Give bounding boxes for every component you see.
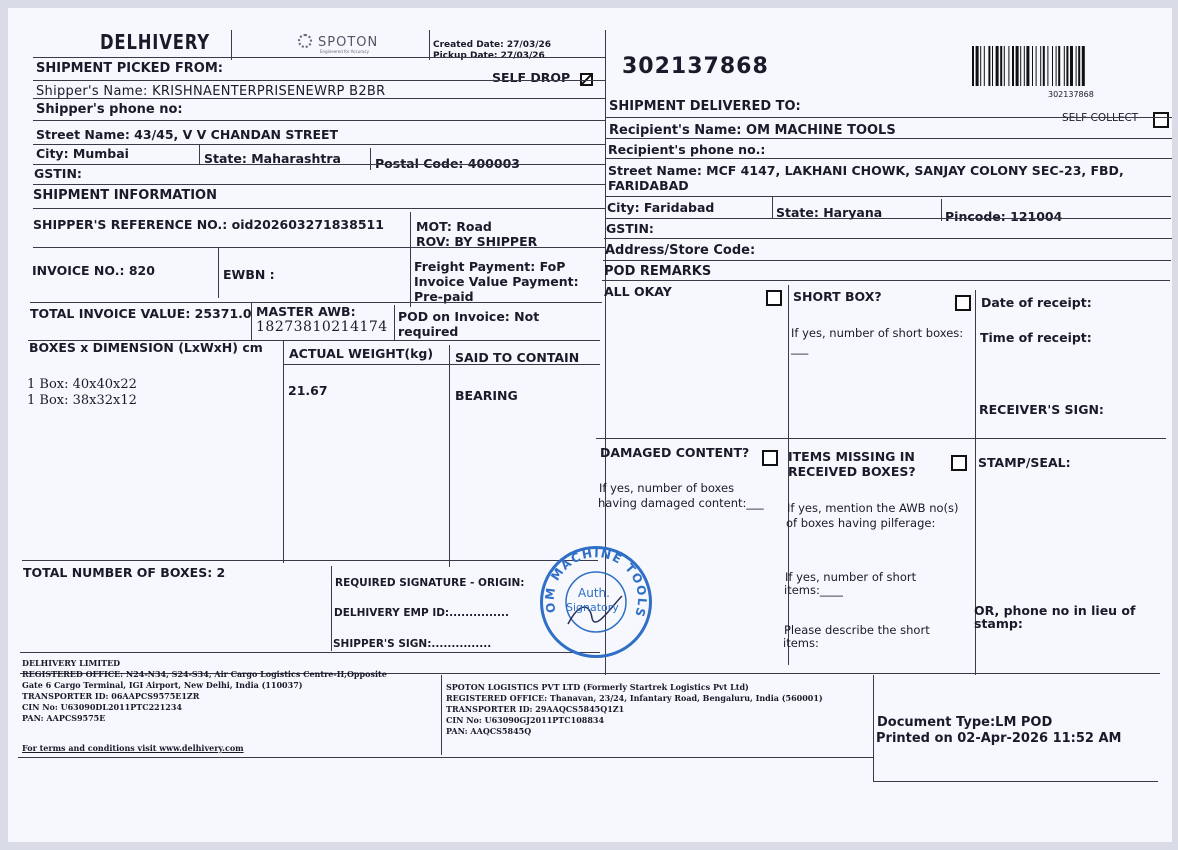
pickup-postal: Postal Code: 400003	[375, 156, 520, 171]
footer-line: PAN: AAPCS9575E	[22, 713, 106, 723]
footer-line: SPOTON LOGISTICS PVT LTD (Formerly Startrek Logistics Pvt Ltd)	[446, 682, 749, 692]
short-box-checkbox[interactable]	[955, 295, 971, 311]
describe-short-1: Please describe the short	[784, 623, 930, 637]
shipper-name: Shipper's Name: KRISHNAENTERPRISENEWRP B2BR	[36, 84, 386, 99]
missing-hint-2: of boxes having pilferage:	[786, 516, 936, 530]
self-drop-label: SELF DROP	[492, 70, 571, 85]
pickup-section-title: SHIPMENT PICKED FROM:	[36, 61, 223, 76]
total-boxes: TOTAL NUMBER OF BOXES: 2	[23, 565, 226, 580]
stamp-inner-1: Auth.	[578, 586, 610, 600]
total-invoice-value: TOTAL INVOICE VALUE: 25371.0	[30, 306, 252, 321]
document-type: Document Type:LM POD	[877, 715, 1053, 730]
recipient-phone: Recipient's phone no.:	[608, 142, 766, 157]
short-box-label: SHORT BOX?	[793, 289, 882, 304]
footer-line: TRANSPORTER ID: 29AAQCS5845Q1Z1	[446, 704, 625, 714]
pickup-gstin: GSTIN:	[34, 166, 82, 181]
spoton-logo-icon	[298, 34, 312, 48]
said-to-contain: BEARING	[455, 388, 518, 403]
delivery-state: State: Haryana	[776, 205, 883, 220]
delivery-gstin: GSTIN:	[606, 221, 654, 236]
ewbn: EWBN :	[223, 267, 275, 282]
damaged-content-checkbox[interactable]	[762, 450, 778, 466]
invoice-number: INVOICE NO.: 820	[32, 263, 155, 278]
time-of-receipt: Time of receipt:	[980, 330, 1092, 345]
stamp-seal-label: STAMP/SEAL:	[978, 455, 1071, 470]
emp-id: DELHIVERY EMP ID:...............	[334, 607, 509, 619]
address-store-code: Address/Store Code:	[605, 243, 756, 258]
short-box-hint: If yes, number of short boxes:	[791, 326, 964, 340]
stamp-inner-2: Signatory	[566, 601, 619, 614]
self-collect-label: SELF COLLECT	[1062, 112, 1139, 124]
damaged-hint-2: having damaged content:___	[598, 496, 764, 510]
footer-line: CIN No: U63090DL2011PTC221234	[22, 702, 182, 712]
contain-header: SAID TO CONTAIN	[455, 350, 580, 365]
short-box-blank: ___	[791, 341, 809, 355]
spoton-tagline: Engineered for Accuracy	[320, 49, 370, 54]
printed-on: Printed on 02-Apr-2026 11:52 AM	[876, 731, 1122, 746]
freight-payment: Freight Payment: FoP	[414, 259, 566, 274]
footer-line: DELHIVERY LIMITED	[22, 658, 121, 668]
delivery-street: Street Name: MCF 4147, LAKHANI CHOWK, SANJAY COLONY SEC-23, FBD,	[608, 163, 1124, 178]
footer-line: REGISTERED OFFICE: N24-N34, S24-S34, Air Cargo Logistics Centre-II,Opposite	[22, 669, 387, 679]
prepaid: Pre-paid	[414, 289, 474, 304]
delivery-pincode: Pincode: 121004	[945, 209, 1063, 224]
master-awb-label: MASTER AWB:	[256, 304, 356, 319]
rov: ROV: BY SHIPPER	[416, 234, 538, 249]
or-phone-1: OR, phone no in lieu of	[974, 603, 1136, 618]
spoton-footer	[446, 682, 823, 737]
invoice-value-payment: Invoice Value Payment:	[414, 274, 579, 289]
pickup-state: State: Maharashtra	[204, 151, 341, 166]
receivers-sign: RECEIVER'S SIGN:	[979, 402, 1104, 417]
short-items-2: items:____	[784, 583, 843, 597]
created-date: Created Date: 27/03/26	[433, 40, 552, 50]
short-items-1: If yes, number of short	[785, 570, 917, 584]
self-collect-checkbox[interactable]	[1153, 112, 1169, 128]
pod-on-invoice: POD on Invoice: Not	[398, 309, 540, 324]
terms-link[interactable]: For terms and conditions visit www.delhivery.com	[22, 743, 244, 753]
damaged-hint-1: If yes, number of boxes	[599, 481, 735, 495]
boxes-header: BOXES x DIMENSION (LxWxH) cm	[29, 340, 263, 355]
all-okay-label: ALL OKAY	[604, 284, 672, 299]
items-missing-label: ITEMS MISSING IN	[788, 449, 915, 464]
delhivery-logo: DELHIVERY	[100, 30, 210, 54]
stamp-text: OM MACHINE TOOLS	[542, 546, 650, 620]
shipper-reference: SHIPPER'S REFERENCE NO.: oid202603271838511	[33, 217, 384, 232]
spoton-logo: SPOTON	[318, 35, 379, 50]
weight-header: ACTUAL WEIGHT(kg)	[289, 346, 434, 361]
footer-line: PAN: AAQCS5845Q	[446, 726, 532, 736]
describe-short-2: items:	[783, 636, 819, 650]
date-of-receipt: Date of receipt:	[981, 295, 1092, 310]
box-dimension-2: 1 Box: 38x32x12	[27, 393, 137, 408]
shipper-sign: SHIPPER'S SIGN:...............	[333, 638, 492, 650]
box-dimension-1: 1 Box: 40x40x22	[27, 377, 137, 392]
footer-line: REGISTERED OFFICE: Thanavan, 23/24, Infantary Road, Bengaluru, India (560001)	[446, 693, 823, 703]
actual-weight: 21.67	[288, 383, 328, 398]
shipment-info-title: SHIPMENT INFORMATION	[33, 188, 217, 203]
items-missing-checkbox[interactable]	[951, 455, 967, 471]
items-missing-label-2: RECEIVED BOXES?	[788, 464, 916, 479]
damaged-content-label: DAMAGED CONTENT?	[600, 445, 750, 460]
recipient-name: Recipient's Name: OM MACHINE TOOLS	[609, 123, 896, 138]
barcode-icon	[972, 46, 1172, 88]
delivery-section-title: SHIPMENT DELIVERED TO:	[609, 99, 801, 114]
pickup-city: City: Mumbai	[36, 146, 129, 161]
shipper-phone: Shipper's phone no:	[36, 102, 183, 117]
or-phone-2: stamp:	[974, 616, 1023, 631]
awb-number: 302137868	[622, 54, 769, 79]
missing-hint-1: If yes, mention the AWB no(s)	[787, 501, 959, 515]
pickup-date: Pickup Date: 27/03/26	[433, 51, 545, 61]
required-signature: REQUIRED SIGNATURE - ORIGIN:	[335, 577, 525, 589]
pod-remarks-title: POD REMARKS	[604, 264, 712, 279]
footer-line: Gate 6 Cargo Terminal, IGI Airport, New Delhi, India (110037)	[22, 680, 303, 690]
pod-on-invoice-2: required	[398, 324, 459, 339]
footer-line: CIN No: U63090GJ2011PTC108834	[446, 715, 605, 725]
delivery-city: City: Faridabad	[607, 200, 715, 215]
master-awb: 18273810214174	[256, 319, 388, 335]
barcode-number: 302137868	[1048, 90, 1094, 99]
delivery-street-2: FARIDABAD	[608, 178, 689, 193]
pickup-street: Street Name: 43/45, V V CHANDAN STREET	[36, 127, 339, 142]
footer-line: TRANSPORTER ID: 06AAPCS9575E1ZR	[22, 691, 200, 701]
all-okay-checkbox[interactable]	[766, 290, 782, 306]
delhivery-footer	[22, 658, 387, 724]
mot: MOT: Road	[416, 219, 492, 234]
